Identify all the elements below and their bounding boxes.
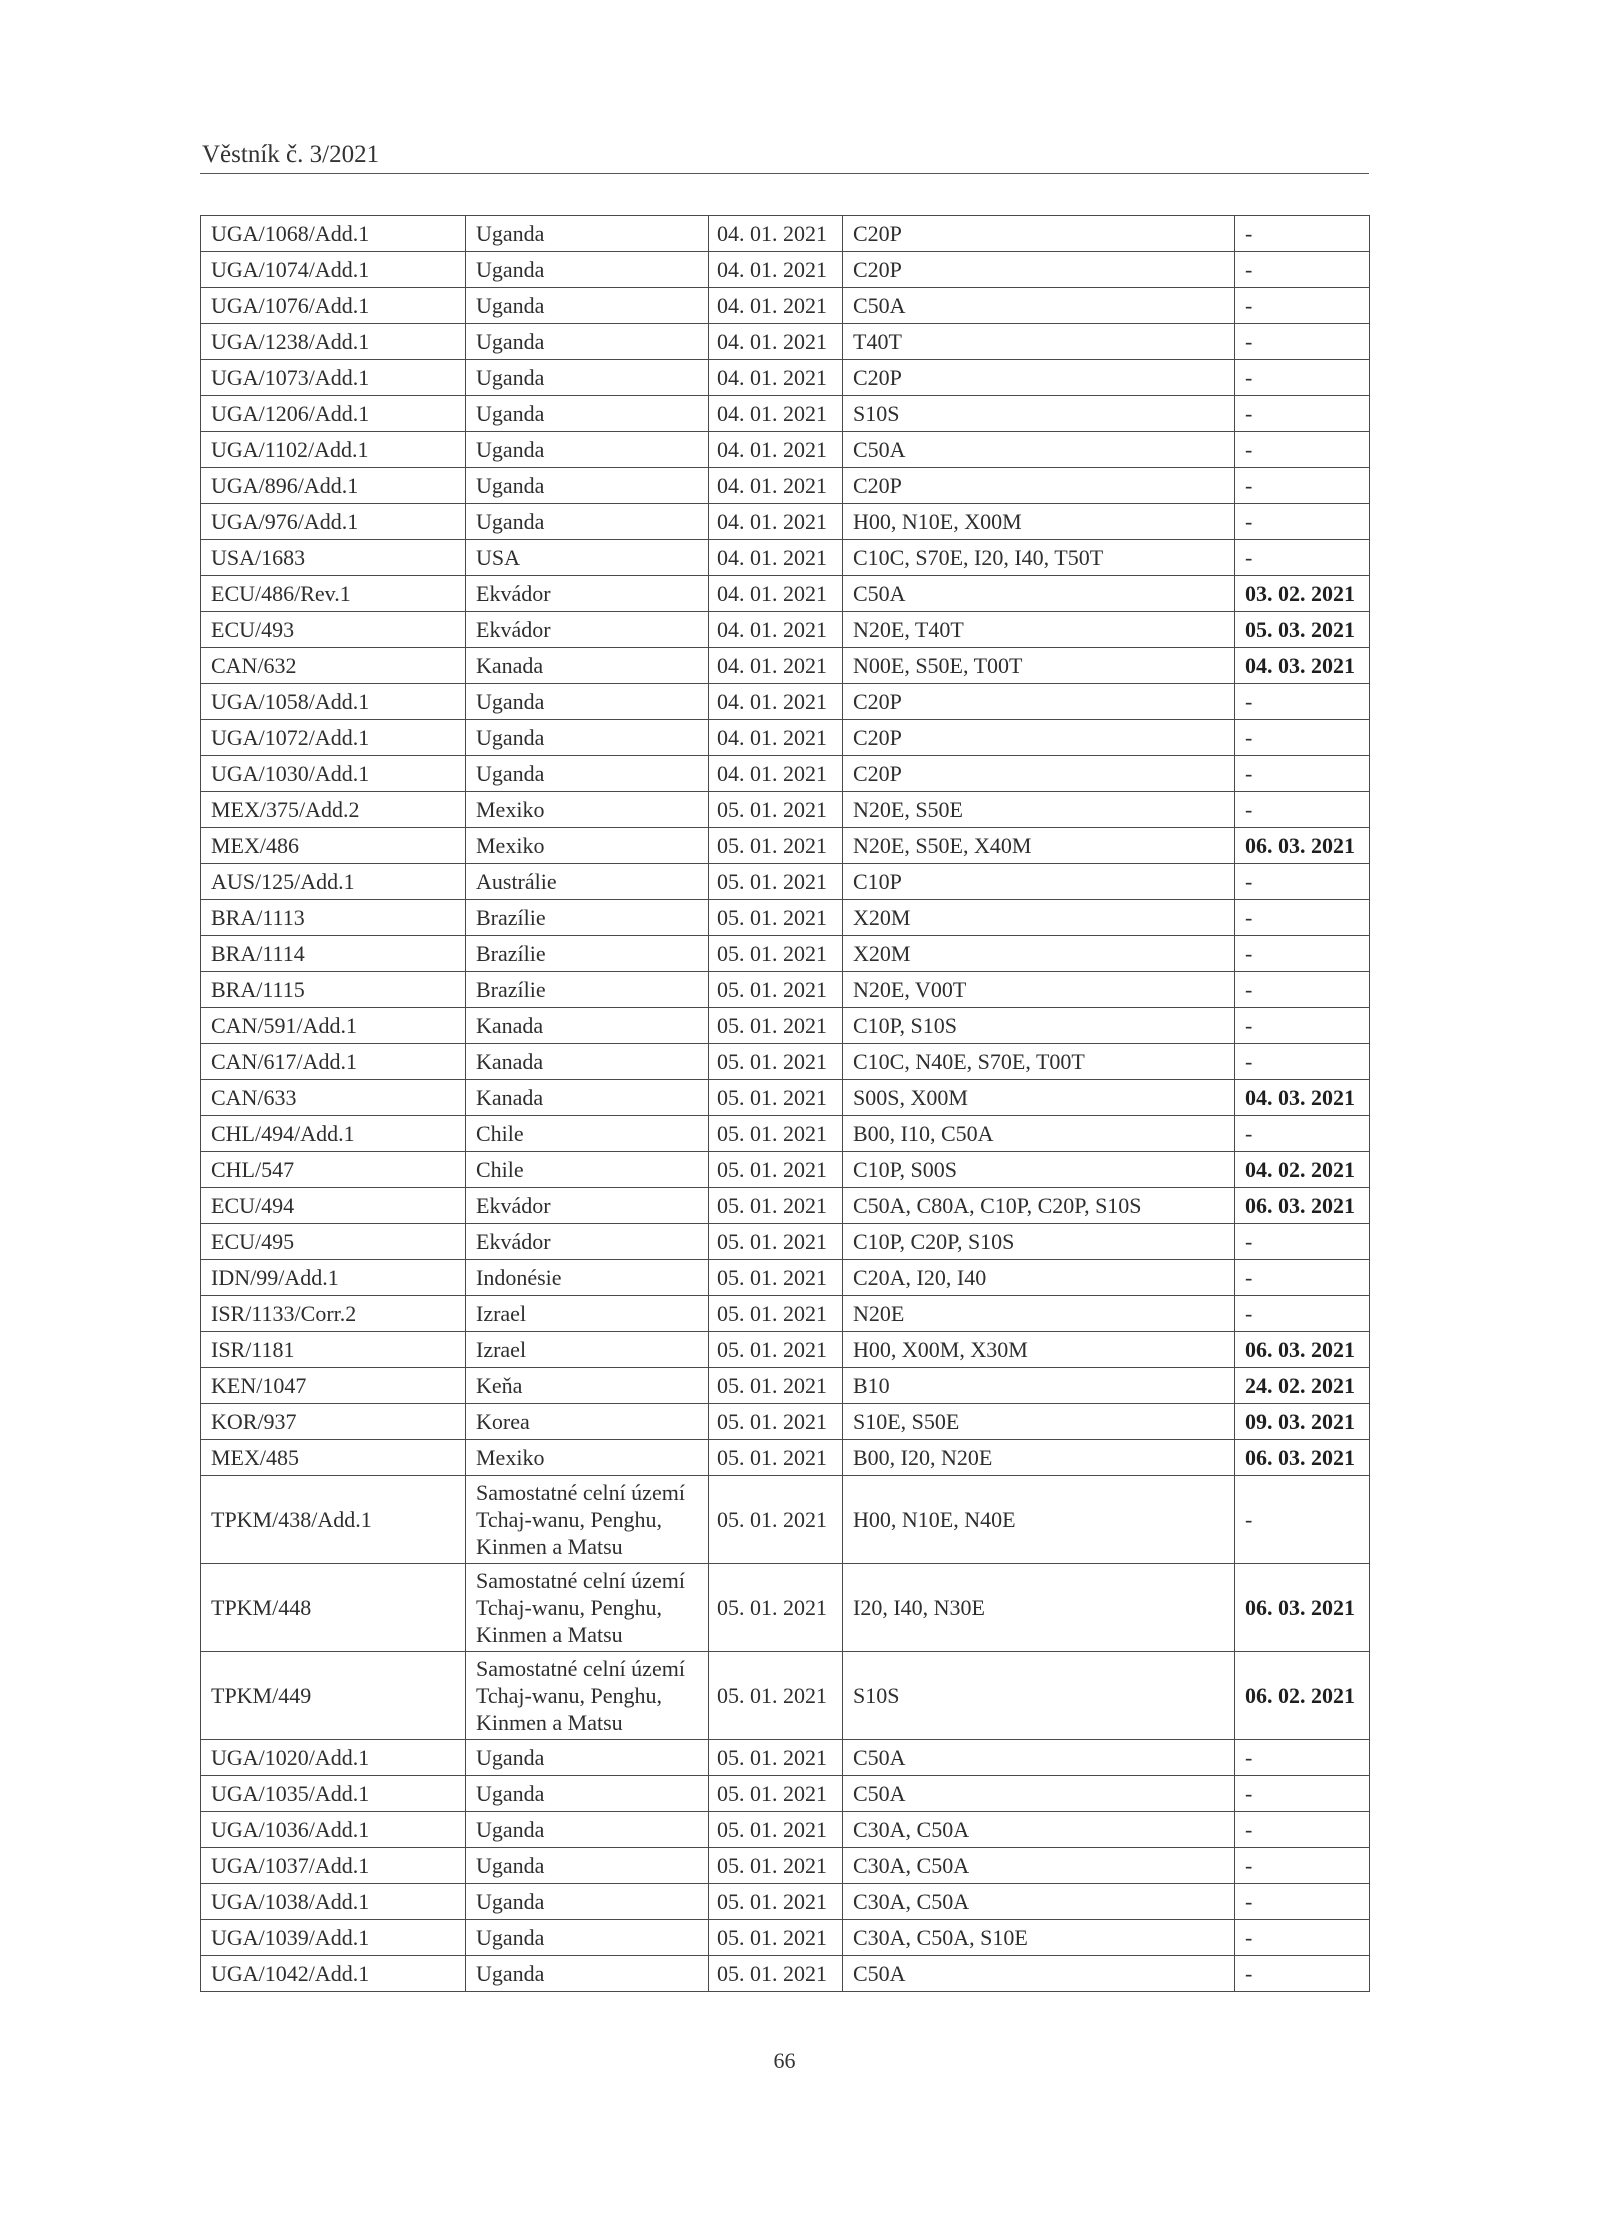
codes-cell: H00, X00M, X30M <box>843 1332 1235 1368</box>
notifications-table <box>200 215 1370 1992</box>
date-cell: 04. 01. 2021 <box>709 288 843 324</box>
member-cell: Samostatné celní území Tchaj-wanu, Penghu, Kinmen a Matsu <box>466 1652 709 1740</box>
date-cell: 05. 01. 2021 <box>709 1224 843 1260</box>
document-symbol-cell: CAN/632 <box>201 648 466 684</box>
document-symbol-cell: UGA/1206/Add.1 <box>201 396 466 432</box>
codes-cell: S10S <box>843 396 1235 432</box>
deadline-cell: - <box>1235 684 1370 720</box>
table-row <box>201 756 1370 792</box>
table-row <box>201 936 1370 972</box>
member-cell: Austrálie <box>466 864 709 900</box>
deadline-cell: - <box>1235 396 1370 432</box>
member-cell: Samostatné celní území Tchaj-wanu, Penghu, Kinmen a Matsu <box>466 1564 709 1652</box>
date-cell: 04. 01. 2021 <box>709 252 843 288</box>
document-symbol-cell: UGA/1030/Add.1 <box>201 756 466 792</box>
document-symbol-cell: CAN/591/Add.1 <box>201 1008 466 1044</box>
deadline-cell: - <box>1235 900 1370 936</box>
date-cell: 04. 01. 2021 <box>709 540 843 576</box>
deadline-cell: 06. 02. 2021 <box>1235 1652 1370 1740</box>
deadline-cell: 06. 03. 2021 <box>1235 828 1370 864</box>
codes-cell: C10P, S10S <box>843 1008 1235 1044</box>
document-symbol-cell: UGA/896/Add.1 <box>201 468 466 504</box>
codes-cell: C50A, C80A, C10P, C20P, S10S <box>843 1188 1235 1224</box>
document-symbol-cell: ECU/493 <box>201 612 466 648</box>
date-cell: 04. 01. 2021 <box>709 432 843 468</box>
document-symbol-cell: TPKM/438/Add.1 <box>201 1476 466 1564</box>
member-cell: Ekvádor <box>466 576 709 612</box>
date-cell: 05. 01. 2021 <box>709 1920 843 1956</box>
deadline-cell: - <box>1235 720 1370 756</box>
document-symbol-cell: IDN/99/Add.1 <box>201 1260 466 1296</box>
date-cell: 05. 01. 2021 <box>709 1188 843 1224</box>
date-cell: 05. 01. 2021 <box>709 1884 843 1920</box>
table-row <box>201 612 1370 648</box>
document-symbol-cell: UGA/1068/Add.1 <box>201 216 466 252</box>
codes-cell: C20P <box>843 756 1235 792</box>
deadline-cell: - <box>1235 756 1370 792</box>
codes-cell: C10C, N40E, S70E, T00T <box>843 1044 1235 1080</box>
document-symbol-cell: ECU/486/Rev.1 <box>201 576 466 612</box>
member-cell: Uganda <box>466 432 709 468</box>
member-cell: Uganda <box>466 216 709 252</box>
document-symbol-cell: UGA/1238/Add.1 <box>201 324 466 360</box>
member-cell: Mexiko <box>466 1440 709 1476</box>
member-cell: Uganda <box>466 1920 709 1956</box>
member-cell: Uganda <box>466 360 709 396</box>
table-row <box>201 252 1370 288</box>
codes-cell: B10 <box>843 1368 1235 1404</box>
date-cell: 05. 01. 2021 <box>709 1044 843 1080</box>
table-row <box>201 432 1370 468</box>
table-row <box>201 828 1370 864</box>
member-cell: Ekvádor <box>466 1188 709 1224</box>
table-row <box>201 972 1370 1008</box>
deadline-cell: - <box>1235 1116 1370 1152</box>
date-cell: 04. 01. 2021 <box>709 756 843 792</box>
deadline-cell: - <box>1235 360 1370 396</box>
date-cell: 05. 01. 2021 <box>709 864 843 900</box>
member-cell: Kanada <box>466 648 709 684</box>
member-cell: Kanada <box>466 1044 709 1080</box>
document-symbol-cell: CAN/617/Add.1 <box>201 1044 466 1080</box>
date-cell: 04. 01. 2021 <box>709 684 843 720</box>
table-row <box>201 1044 1370 1080</box>
date-cell: 05. 01. 2021 <box>709 900 843 936</box>
codes-cell: C30A, C50A <box>843 1884 1235 1920</box>
date-cell: 05. 01. 2021 <box>709 1116 843 1152</box>
deadline-cell: 04. 03. 2021 <box>1235 648 1370 684</box>
member-cell: Uganda <box>466 252 709 288</box>
document-symbol-cell: MEX/486 <box>201 828 466 864</box>
document-symbol-cell: UGA/1042/Add.1 <box>201 1956 466 1992</box>
document-symbol-cell: TPKM/448 <box>201 1564 466 1652</box>
codes-cell: C20P <box>843 468 1235 504</box>
deadline-cell: 06. 03. 2021 <box>1235 1188 1370 1224</box>
codes-cell: C20P <box>843 720 1235 756</box>
table-row <box>201 864 1370 900</box>
member-cell: Uganda <box>466 720 709 756</box>
codes-cell: S10E, S50E <box>843 1404 1235 1440</box>
table-row <box>201 1956 1370 1992</box>
member-cell: Indonésie <box>466 1260 709 1296</box>
table-row <box>201 1260 1370 1296</box>
member-cell: Uganda <box>466 1812 709 1848</box>
deadline-cell: - <box>1235 1884 1370 1920</box>
codes-cell: C20P <box>843 360 1235 396</box>
document-symbol-cell: BRA/1114 <box>201 936 466 972</box>
date-cell: 05. 01. 2021 <box>709 1564 843 1652</box>
document-symbol-cell: UGA/1035/Add.1 <box>201 1776 466 1812</box>
document-symbol-cell: BRA/1115 <box>201 972 466 1008</box>
document-symbol-cell: KOR/937 <box>201 1404 466 1440</box>
document-symbol-cell: ECU/494 <box>201 1188 466 1224</box>
table-row <box>201 1848 1370 1884</box>
date-cell: 04. 01. 2021 <box>709 648 843 684</box>
document-symbol-cell: UGA/976/Add.1 <box>201 504 466 540</box>
table-row <box>201 1652 1370 1740</box>
document-symbol-cell: MEX/485 <box>201 1440 466 1476</box>
table-row <box>201 1224 1370 1260</box>
document-symbol-cell: ISR/1181 <box>201 1332 466 1368</box>
deadline-cell: - <box>1235 288 1370 324</box>
date-cell: 05. 01. 2021 <box>709 1652 843 1740</box>
document-symbol-cell: UGA/1072/Add.1 <box>201 720 466 756</box>
date-cell: 04. 01. 2021 <box>709 504 843 540</box>
document-symbol-cell: UGA/1020/Add.1 <box>201 1740 466 1776</box>
document-symbol-cell: ECU/495 <box>201 1224 466 1260</box>
document-symbol-cell: KEN/1047 <box>201 1368 466 1404</box>
date-cell: 05. 01. 2021 <box>709 1812 843 1848</box>
codes-cell: B00, I10, C50A <box>843 1116 1235 1152</box>
date-cell: 05. 01. 2021 <box>709 1476 843 1564</box>
deadline-cell: - <box>1235 216 1370 252</box>
codes-cell: C10P <box>843 864 1235 900</box>
table-row <box>201 720 1370 756</box>
member-cell: Uganda <box>466 504 709 540</box>
member-cell: Samostatné celní území Tchaj-wanu, Penghu, Kinmen a Matsu <box>466 1476 709 1564</box>
codes-cell: C30A, C50A <box>843 1812 1235 1848</box>
document-symbol-cell: USA/1683 <box>201 540 466 576</box>
member-cell: Uganda <box>466 684 709 720</box>
codes-cell: C30A, C50A, S10E <box>843 1920 1235 1956</box>
codes-cell: C50A <box>843 432 1235 468</box>
table-row <box>201 1008 1370 1044</box>
table-row <box>201 648 1370 684</box>
table-row <box>201 1884 1370 1920</box>
table-row <box>201 1152 1370 1188</box>
deadline-cell: 06. 03. 2021 <box>1235 1564 1370 1652</box>
codes-cell: N20E, T40T <box>843 612 1235 648</box>
document-symbol-cell: ISR/1133/Corr.2 <box>201 1296 466 1332</box>
member-cell: Uganda <box>466 1776 709 1812</box>
codes-cell: T40T <box>843 324 1235 360</box>
table-row <box>201 1920 1370 1956</box>
codes-cell: C20P <box>843 252 1235 288</box>
table-row <box>201 1296 1370 1332</box>
codes-cell: N00E, S50E, T00T <box>843 648 1235 684</box>
table-body <box>201 216 1370 1992</box>
member-cell: Uganda <box>466 756 709 792</box>
deadline-cell: - <box>1235 1848 1370 1884</box>
document-symbol-cell: UGA/1036/Add.1 <box>201 1812 466 1848</box>
deadline-cell: - <box>1235 540 1370 576</box>
document-symbol-cell: CAN/633 <box>201 1080 466 1116</box>
table-row <box>201 1332 1370 1368</box>
table-row <box>201 684 1370 720</box>
date-cell: 05. 01. 2021 <box>709 972 843 1008</box>
date-cell: 05. 01. 2021 <box>709 1008 843 1044</box>
table-row <box>201 396 1370 432</box>
table-row <box>201 1564 1370 1652</box>
deadline-cell: - <box>1235 1044 1370 1080</box>
deadline-cell: - <box>1235 1776 1370 1812</box>
codes-cell: C50A <box>843 1956 1235 1992</box>
deadline-cell: - <box>1235 432 1370 468</box>
document-symbol-cell: TPKM/449 <box>201 1652 466 1740</box>
codes-cell: C30A, C50A <box>843 1848 1235 1884</box>
deadline-cell: 06. 03. 2021 <box>1235 1440 1370 1476</box>
codes-cell: H00, N10E, N40E <box>843 1476 1235 1564</box>
member-cell: Keňa <box>466 1368 709 1404</box>
codes-cell: C20P <box>843 216 1235 252</box>
member-cell: Brazílie <box>466 972 709 1008</box>
date-cell: 05. 01. 2021 <box>709 1740 843 1776</box>
deadline-cell: - <box>1235 1476 1370 1564</box>
date-cell: 04. 01. 2021 <box>709 468 843 504</box>
table-row <box>201 216 1370 252</box>
date-cell: 05. 01. 2021 <box>709 1260 843 1296</box>
deadline-cell: 04. 03. 2021 <box>1235 1080 1370 1116</box>
date-cell: 05. 01. 2021 <box>709 1440 843 1476</box>
date-cell: 05. 01. 2021 <box>709 1404 843 1440</box>
codes-cell: I20, I40, N30E <box>843 1564 1235 1652</box>
member-cell: Brazílie <box>466 900 709 936</box>
table-row <box>201 1188 1370 1224</box>
deadline-cell: - <box>1235 936 1370 972</box>
codes-cell: C50A <box>843 288 1235 324</box>
date-cell: 04. 01. 2021 <box>709 216 843 252</box>
document-symbol-cell: BRA/1113 <box>201 900 466 936</box>
document-symbol-cell: UGA/1076/Add.1 <box>201 288 466 324</box>
deadline-cell: - <box>1235 468 1370 504</box>
deadline-cell: - <box>1235 504 1370 540</box>
member-cell: USA <box>466 540 709 576</box>
date-cell: 04. 01. 2021 <box>709 612 843 648</box>
deadline-cell: - <box>1235 1224 1370 1260</box>
deadline-cell: - <box>1235 1260 1370 1296</box>
member-cell: Izrael <box>466 1296 709 1332</box>
codes-cell: X20M <box>843 936 1235 972</box>
codes-cell: N20E, S50E <box>843 792 1235 828</box>
date-cell: 04. 01. 2021 <box>709 576 843 612</box>
codes-cell: C20P <box>843 684 1235 720</box>
document-symbol-cell: UGA/1038/Add.1 <box>201 1884 466 1920</box>
table-row <box>201 1740 1370 1776</box>
codes-cell: N20E, V00T <box>843 972 1235 1008</box>
codes-cell: S00S, X00M <box>843 1080 1235 1116</box>
table-row <box>201 1368 1370 1404</box>
date-cell: 05. 01. 2021 <box>709 1296 843 1332</box>
codes-cell: C10C, S70E, I20, I40, T50T <box>843 540 1235 576</box>
member-cell: Chile <box>466 1116 709 1152</box>
header-rule <box>200 173 1369 174</box>
codes-cell: X20M <box>843 900 1235 936</box>
deadline-cell: - <box>1235 972 1370 1008</box>
document-symbol-cell: UGA/1058/Add.1 <box>201 684 466 720</box>
deadline-cell: - <box>1235 1920 1370 1956</box>
codes-cell: C10P, S00S <box>843 1152 1235 1188</box>
deadline-cell: 05. 03. 2021 <box>1235 612 1370 648</box>
codes-cell: B00, I20, N20E <box>843 1440 1235 1476</box>
table-row <box>201 1812 1370 1848</box>
member-cell: Kanada <box>466 1080 709 1116</box>
document-symbol-cell: CHL/494/Add.1 <box>201 1116 466 1152</box>
page-number: 66 <box>773 2048 796 2073</box>
document-symbol-cell: UGA/1102/Add.1 <box>201 432 466 468</box>
date-cell: 05. 01. 2021 <box>709 1776 843 1812</box>
codes-cell: N20E <box>843 1296 1235 1332</box>
document-symbol-cell: MEX/375/Add.2 <box>201 792 466 828</box>
member-cell: Uganda <box>466 468 709 504</box>
date-cell: 04. 01. 2021 <box>709 360 843 396</box>
date-cell: 05. 01. 2021 <box>709 828 843 864</box>
table-row <box>201 576 1370 612</box>
table-row <box>201 288 1370 324</box>
date-cell: 04. 01. 2021 <box>709 324 843 360</box>
member-cell: Izrael <box>466 1332 709 1368</box>
date-cell: 05. 01. 2021 <box>709 936 843 972</box>
date-cell: 05. 01. 2021 <box>709 1956 843 1992</box>
member-cell: Ekvádor <box>466 1224 709 1260</box>
codes-cell: C10P, C20P, S10S <box>843 1224 1235 1260</box>
member-cell: Uganda <box>466 1956 709 1992</box>
table-row <box>201 1116 1370 1152</box>
codes-cell: C50A <box>843 1740 1235 1776</box>
table-row <box>201 1440 1370 1476</box>
deadline-cell: - <box>1235 864 1370 900</box>
table-row <box>201 468 1370 504</box>
document-symbol-cell: UGA/1037/Add.1 <box>201 1848 466 1884</box>
date-cell: 05. 01. 2021 <box>709 1368 843 1404</box>
table-row <box>201 1776 1370 1812</box>
table-row <box>201 324 1370 360</box>
table-row <box>201 360 1370 396</box>
deadline-cell: 06. 03. 2021 <box>1235 1332 1370 1368</box>
codes-cell: C50A <box>843 576 1235 612</box>
document-symbol-cell: UGA/1039/Add.1 <box>201 1920 466 1956</box>
date-cell: 05. 01. 2021 <box>709 792 843 828</box>
codes-cell: C50A <box>843 1776 1235 1812</box>
deadline-cell: - <box>1235 1008 1370 1044</box>
member-cell: Uganda <box>466 1848 709 1884</box>
deadline-cell: - <box>1235 252 1370 288</box>
date-cell: 04. 01. 2021 <box>709 720 843 756</box>
table-row <box>201 900 1370 936</box>
codes-cell: S10S <box>843 1652 1235 1740</box>
document-symbol-cell: UGA/1074/Add.1 <box>201 252 466 288</box>
member-cell: Mexiko <box>466 828 709 864</box>
document-symbol-cell: UGA/1073/Add.1 <box>201 360 466 396</box>
running-header: Věstník č. 3/2021 <box>202 141 380 168</box>
table-row <box>201 1476 1370 1564</box>
date-cell: 05. 01. 2021 <box>709 1332 843 1368</box>
date-cell: 05. 01. 2021 <box>709 1848 843 1884</box>
member-cell: Ekvádor <box>466 612 709 648</box>
member-cell: Kanada <box>466 1008 709 1044</box>
date-cell: 05. 01. 2021 <box>709 1080 843 1116</box>
codes-cell: H00, N10E, X00M <box>843 504 1235 540</box>
deadline-cell: - <box>1235 1740 1370 1776</box>
table-row <box>201 1080 1370 1116</box>
deadline-cell: - <box>1235 1956 1370 1992</box>
member-cell: Uganda <box>466 1884 709 1920</box>
table-row <box>201 1404 1370 1440</box>
member-cell: Brazílie <box>466 936 709 972</box>
codes-cell: C20A, I20, I40 <box>843 1260 1235 1296</box>
date-cell: 05. 01. 2021 <box>709 1152 843 1188</box>
date-cell: 04. 01. 2021 <box>709 396 843 432</box>
document-symbol-cell: CHL/547 <box>201 1152 466 1188</box>
member-cell: Uganda <box>466 1740 709 1776</box>
member-cell: Korea <box>466 1404 709 1440</box>
deadline-cell: 09. 03. 2021 <box>1235 1404 1370 1440</box>
table-row <box>201 792 1370 828</box>
member-cell: Chile <box>466 1152 709 1188</box>
table-row <box>201 504 1370 540</box>
deadline-cell: 04. 02. 2021 <box>1235 1152 1370 1188</box>
member-cell: Uganda <box>466 288 709 324</box>
deadline-cell: - <box>1235 792 1370 828</box>
codes-cell: N20E, S50E, X40M <box>843 828 1235 864</box>
member-cell: Uganda <box>466 396 709 432</box>
document-symbol-cell: AUS/125/Add.1 <box>201 864 466 900</box>
deadline-cell: 03. 02. 2021 <box>1235 576 1370 612</box>
member-cell: Uganda <box>466 324 709 360</box>
deadline-cell: 24. 02. 2021 <box>1235 1368 1370 1404</box>
member-cell: Mexiko <box>466 792 709 828</box>
deadline-cell: - <box>1235 324 1370 360</box>
deadline-cell: - <box>1235 1296 1370 1332</box>
deadline-cell: - <box>1235 1812 1370 1848</box>
table-row <box>201 540 1370 576</box>
